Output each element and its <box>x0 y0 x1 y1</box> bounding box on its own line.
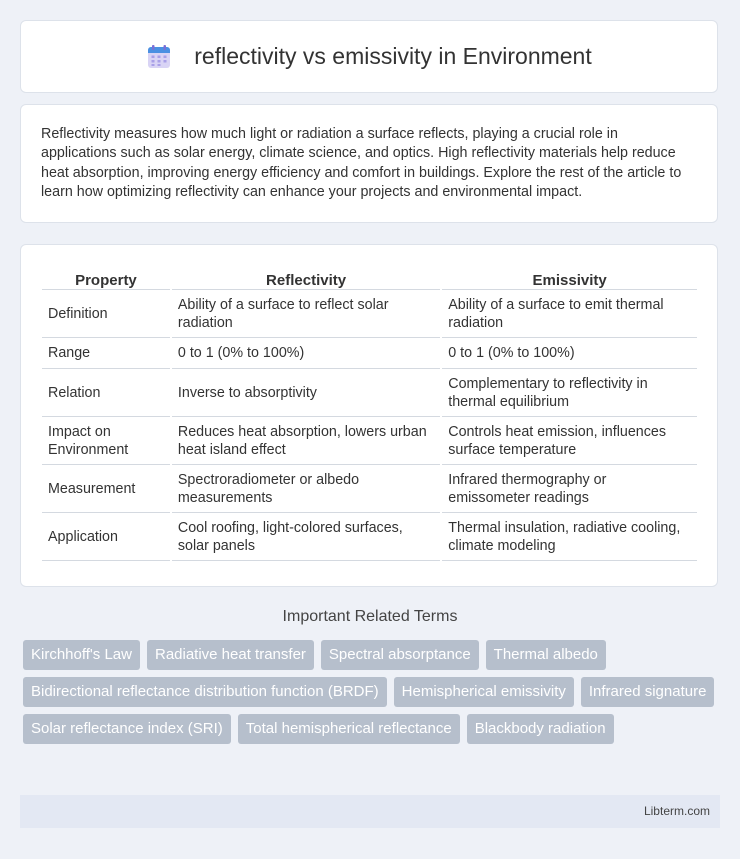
related-term-tag[interactable]: Infrared signature <box>581 677 715 707</box>
footer <box>20 795 720 828</box>
table-cell: Relation <box>42 369 170 417</box>
table-row <box>42 290 697 338</box>
intro-card <box>20 104 718 223</box>
table-card <box>20 244 718 587</box>
table-cell: 0 to 1 (0% to 100%) <box>172 338 440 369</box>
related-term-tag[interactable]: Blackbody radiation <box>467 714 614 744</box>
related-terms-list <box>23 640 723 744</box>
table-cell: 0 to 1 (0% to 100%) <box>442 338 697 369</box>
table-row <box>42 465 697 513</box>
related-term-tag[interactable]: Radiative heat transfer <box>147 640 314 670</box>
table-cell: Ability of a surface to reflect solar radiation <box>172 290 440 338</box>
table-header-row <box>42 265 697 290</box>
table-cell: Measurement <box>42 465 170 513</box>
table-cell: Impact on Environment <box>42 417 170 465</box>
table-row <box>42 513 697 561</box>
related-term-tag[interactable]: Spectral absorptance <box>321 640 479 670</box>
table-cell: Reduces heat absorption, lowers urban heat island effect <box>172 417 440 465</box>
calendar-icon <box>146 44 172 70</box>
table-cell: Controls heat emission, influences surface temperature <box>442 417 697 465</box>
related-term-tag[interactable]: Hemispherical emissivity <box>394 677 574 707</box>
related-term-tag[interactable]: Kirchhoff's Law <box>23 640 140 670</box>
related-term-tag[interactable]: Total hemispherical reflectance <box>238 714 460 744</box>
related-term-tag[interactable]: Thermal albedo <box>486 640 606 670</box>
column-header-reflectivity: Reflectivity <box>172 265 440 290</box>
table-cell: Cool roofing, light-colored surfaces, solar panels <box>172 513 440 561</box>
table-row <box>42 369 697 417</box>
intro-paragraph: Reflectivity measures how much light or radiation a surface reflects, playing a crucial role in applications such as solar energy, climate science, and optics. High reflectivity materials help reduce heat absorption, improving energy efficiency and comfort in buildings. Explore the rest of the article to learn how optimizing reflectivity can enhance your projects and environmental impact. <box>41 126 682 200</box>
page-title: reflectivity vs emissivity in Environment <box>194 43 592 69</box>
column-header-emissivity: Emissivity <box>442 265 697 290</box>
table-cell: Range <box>42 338 170 369</box>
comparison-table <box>40 265 699 561</box>
column-header-property: Property <box>42 265 170 290</box>
related-term-tag[interactable]: Bidirectional reflectance distribution function (BRDF) <box>23 677 387 707</box>
header-card <box>20 20 718 93</box>
table-row <box>42 417 697 465</box>
footer-site-link[interactable]: Libterm.com <box>643 804 710 818</box>
table-cell: Definition <box>42 290 170 338</box>
table-cell: Inverse to absorptivity <box>172 369 440 417</box>
table-cell: Spectroradiometer or albedo measurements <box>172 465 440 513</box>
table-cell: Ability of a surface to emit thermal radiation <box>442 290 697 338</box>
related-term-tag[interactable]: Solar reflectance index (SRI) <box>23 714 231 744</box>
table-cell: Infrared thermography or emissometer readings <box>442 465 697 513</box>
related-terms-title: Important Related Terms <box>282 608 458 625</box>
table-cell: Complementary to reflectivity in thermal equilibrium <box>442 369 697 417</box>
table-cell: Thermal insulation, radiative cooling, climate modeling <box>442 513 697 561</box>
table-cell: Application <box>42 513 170 561</box>
table-row <box>42 338 697 369</box>
